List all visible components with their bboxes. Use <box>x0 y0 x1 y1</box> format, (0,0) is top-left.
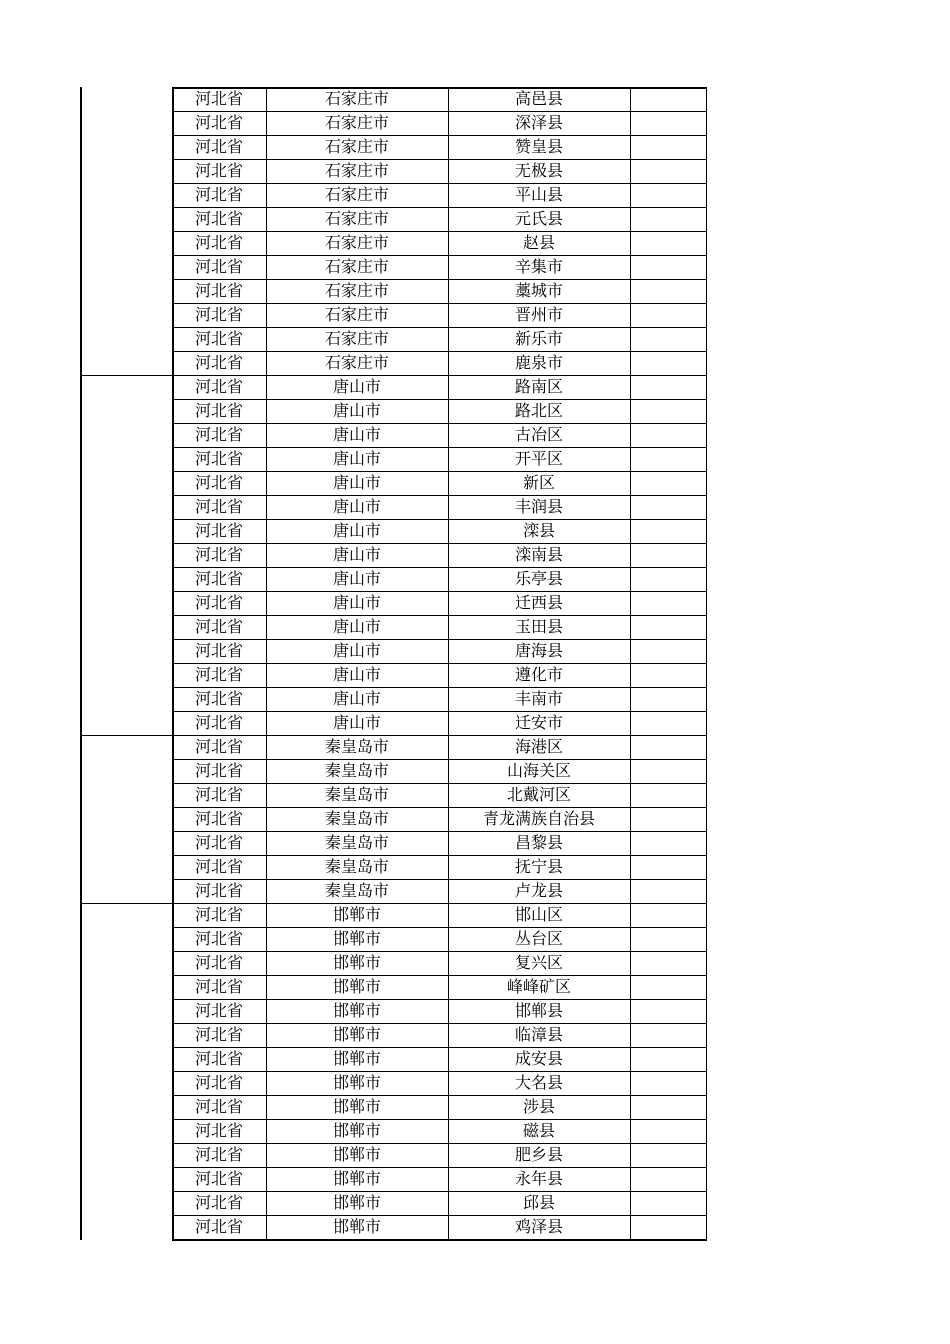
row-border <box>172 303 707 304</box>
table-cell: 河北省 <box>194 881 243 900</box>
table-cell: 河北省 <box>194 185 243 204</box>
table-cell: 河北省 <box>194 521 243 540</box>
table-cell: 肥乡县 <box>514 1145 563 1164</box>
table-cell: 河北省 <box>194 929 243 948</box>
table-cell: 卢龙县 <box>514 881 563 900</box>
table-cell <box>630 903 706 927</box>
table-cell <box>630 303 706 327</box>
table-cell <box>630 111 706 135</box>
column-border <box>630 87 631 1240</box>
table-cell: 河北省 <box>194 233 243 252</box>
table-cell <box>630 879 706 903</box>
table-cell: 邯郸市 <box>332 1025 381 1044</box>
table-cell <box>630 255 706 279</box>
group-border <box>80 903 172 904</box>
table-cell <box>630 135 706 159</box>
table-cell: 河北省 <box>194 953 243 972</box>
table-cell: 峰峰矿区 <box>506 977 571 996</box>
row-border <box>172 279 707 280</box>
row-border <box>172 783 707 784</box>
table-cell: 河北省 <box>194 209 243 228</box>
table-cell: 高邑县 <box>514 89 563 108</box>
table-cell: 永年县 <box>514 1169 563 1188</box>
row-border <box>172 423 707 424</box>
table-cell: 河北省 <box>194 137 243 156</box>
table-cell: 路北区 <box>514 401 563 420</box>
table-cell: 邯郸市 <box>332 953 381 972</box>
table-cell <box>630 375 706 399</box>
table-cell: 新乐市 <box>514 329 563 348</box>
table-cell: 石家庄市 <box>324 329 389 348</box>
table-cell <box>630 975 706 999</box>
table-cell: 河北省 <box>194 809 243 828</box>
row-border <box>172 855 707 856</box>
table-cell: 唐山市 <box>332 449 381 468</box>
table-cell: 平山县 <box>514 185 563 204</box>
row-border <box>172 327 707 328</box>
table-cell: 河北省 <box>194 281 243 300</box>
table-cell: 河北省 <box>194 833 243 852</box>
table-cell: 石家庄市 <box>324 161 389 180</box>
table-cell <box>630 447 706 471</box>
table-cell: 邯郸县 <box>514 1001 563 1020</box>
table-cell: 秦皇岛市 <box>324 857 389 876</box>
table-cell: 河北省 <box>194 305 243 324</box>
row-border <box>172 1047 707 1048</box>
table-cell: 复兴区 <box>514 953 563 972</box>
table-cell: 河北省 <box>194 449 243 468</box>
table-cell: 唐山市 <box>332 401 381 420</box>
table-cell: 石家庄市 <box>324 137 389 156</box>
table-cell: 石家庄市 <box>324 257 389 276</box>
table-cell: 晋州市 <box>514 305 563 324</box>
row-border <box>172 183 707 184</box>
table-cell: 玉田县 <box>514 617 563 636</box>
table-cell: 河北省 <box>194 977 243 996</box>
table-cell: 河北省 <box>194 905 243 924</box>
table-cell: 丰润县 <box>514 497 563 516</box>
row-border <box>172 1023 707 1024</box>
table-cell: 河北省 <box>194 1073 243 1092</box>
table-cell: 唐山市 <box>332 521 381 540</box>
table-cell: 唐山市 <box>332 593 381 612</box>
table-cell: 秦皇岛市 <box>324 761 389 780</box>
table-cell: 秦皇岛市 <box>324 833 389 852</box>
table-cell: 秦皇岛市 <box>324 881 389 900</box>
row-border <box>172 1167 707 1168</box>
table-cell: 唐山市 <box>332 617 381 636</box>
table-cell <box>630 687 706 711</box>
table-cell: 邯郸市 <box>332 1217 381 1236</box>
table-cell <box>630 1215 706 1239</box>
table-cell: 藁城市 <box>514 281 563 300</box>
row-border <box>172 831 707 832</box>
table-cell: 丛台区 <box>514 929 563 948</box>
row-border <box>172 495 707 496</box>
table-cell: 古冶区 <box>514 425 563 444</box>
table-cell: 滦南县 <box>514 545 563 564</box>
table-cell: 青龙满族自治县 <box>482 809 595 828</box>
table-cell: 遵化市 <box>514 665 563 684</box>
table-cell <box>630 615 706 639</box>
table-cell: 邯郸市 <box>332 1073 381 1092</box>
table-cell: 迁安市 <box>514 713 563 732</box>
table-cell: 邯郸市 <box>332 1193 381 1212</box>
table-cell: 成安县 <box>514 1049 563 1068</box>
table-cell: 河北省 <box>194 1121 243 1140</box>
table-cell: 河北省 <box>194 785 243 804</box>
table-cell <box>630 567 706 591</box>
table-cell: 唐山市 <box>332 569 381 588</box>
table-cell: 邯郸市 <box>332 1169 381 1188</box>
table-cell: 邯郸市 <box>332 929 381 948</box>
table-cell: 唐山市 <box>332 425 381 444</box>
row-border <box>172 879 707 880</box>
table-cell <box>630 1095 706 1119</box>
table-cell: 唐山市 <box>332 473 381 492</box>
table-cell: 河北省 <box>194 1145 243 1164</box>
left-region-border <box>80 87 82 1240</box>
table-cell: 赞皇县 <box>514 137 563 156</box>
table-cell: 河北省 <box>194 353 243 372</box>
row-border <box>172 999 707 1000</box>
table-cell: 赵县 <box>522 233 555 252</box>
table-cell: 滦县 <box>522 521 555 540</box>
row-border <box>172 135 707 136</box>
table-cell: 邯郸市 <box>332 1049 381 1068</box>
table-cell: 邯郸市 <box>332 1001 381 1020</box>
table-cell <box>630 87 706 111</box>
table-cell: 无极县 <box>514 161 563 180</box>
table-cell <box>630 927 706 951</box>
table-cell <box>630 207 706 231</box>
table-cell <box>630 279 706 303</box>
table-cell: 河北省 <box>194 1049 243 1068</box>
row-border <box>172 735 707 736</box>
table-cell: 唐山市 <box>332 665 381 684</box>
table-cell: 河北省 <box>194 689 243 708</box>
table-cell: 迁西县 <box>514 593 563 612</box>
group-border <box>80 375 172 376</box>
table-cell: 河北省 <box>194 113 243 132</box>
table-cell <box>630 999 706 1023</box>
row-border <box>172 1239 707 1241</box>
table-cell: 石家庄市 <box>324 185 389 204</box>
table-cell: 河北省 <box>194 425 243 444</box>
table-cell: 河北省 <box>194 377 243 396</box>
table-cell: 河北省 <box>194 161 243 180</box>
table-cell: 河北省 <box>194 737 243 756</box>
table-cell: 开平区 <box>514 449 563 468</box>
table-cell: 唐山市 <box>332 689 381 708</box>
row-border <box>172 159 707 160</box>
table-cell <box>630 663 706 687</box>
table-cell <box>630 471 706 495</box>
row-border <box>172 255 707 256</box>
table-cell: 石家庄市 <box>324 89 389 108</box>
table-cell <box>630 759 706 783</box>
table-cell <box>630 1191 706 1215</box>
column-border <box>448 87 449 1240</box>
row-border <box>172 1071 707 1072</box>
table-cell: 磁县 <box>522 1121 555 1140</box>
table-cell: 河北省 <box>194 1193 243 1212</box>
row-border <box>172 1215 707 1216</box>
table-cell: 唐山市 <box>332 497 381 516</box>
row-border <box>172 591 707 592</box>
table-cell: 河北省 <box>194 665 243 684</box>
table-cell: 河北省 <box>194 1001 243 1020</box>
table-cell: 唐山市 <box>332 713 381 732</box>
row-border <box>172 207 707 208</box>
table-cell: 邯郸市 <box>332 1145 381 1164</box>
table-cell: 邱县 <box>522 1193 555 1212</box>
table-cell <box>630 783 706 807</box>
table-cell: 昌黎县 <box>514 833 563 852</box>
column-border <box>706 87 707 1240</box>
row-border <box>172 447 707 448</box>
table-cell: 河北省 <box>194 713 243 732</box>
row-border <box>172 231 707 232</box>
table-cell: 河北省 <box>194 641 243 660</box>
table-cell: 鹿泉市 <box>514 353 563 372</box>
row-border <box>172 807 707 808</box>
table-cell <box>630 423 706 447</box>
row-border <box>172 711 707 712</box>
table-cell: 河北省 <box>194 857 243 876</box>
column-border <box>266 87 267 1240</box>
table-cell: 河北省 <box>194 1097 243 1116</box>
table-cell: 路南区 <box>514 377 563 396</box>
table-cell: 河北省 <box>194 617 243 636</box>
row-border <box>172 975 707 976</box>
table-cell: 河北省 <box>194 1025 243 1044</box>
table-cell: 石家庄市 <box>324 281 389 300</box>
table-cell <box>630 519 706 543</box>
table-cell: 海港区 <box>514 737 563 756</box>
table-cell: 临漳县 <box>514 1025 563 1044</box>
table-cell <box>630 159 706 183</box>
table-cell: 山海关区 <box>506 761 571 780</box>
row-border <box>172 927 707 928</box>
table-cell <box>630 711 706 735</box>
table-cell <box>630 327 706 351</box>
table-cell <box>630 351 706 375</box>
table-cell <box>630 1047 706 1071</box>
row-border <box>172 519 707 520</box>
table-cell: 唐山市 <box>332 641 381 660</box>
table-cell <box>630 1119 706 1143</box>
table-cell: 石家庄市 <box>324 353 389 372</box>
row-border <box>172 543 707 544</box>
table-cell: 邯郸市 <box>332 1097 381 1116</box>
table-cell <box>630 639 706 663</box>
table-cell: 鸡泽县 <box>514 1217 563 1236</box>
table-cell: 邯郸市 <box>332 1121 381 1140</box>
row-border <box>172 1143 707 1144</box>
table-cell: 唐山市 <box>332 545 381 564</box>
table-cell: 河北省 <box>194 569 243 588</box>
table-cell: 河北省 <box>194 329 243 348</box>
row-border <box>172 399 707 400</box>
table-cell: 涉县 <box>522 1097 555 1116</box>
row-border <box>172 471 707 472</box>
row-border <box>172 111 707 112</box>
table-cell: 河北省 <box>194 89 243 108</box>
table-cell <box>630 1023 706 1047</box>
table-cell: 河北省 <box>194 257 243 276</box>
row-border <box>172 903 707 904</box>
row-border <box>172 663 707 664</box>
row-border <box>172 1095 707 1096</box>
table-cell <box>630 735 706 759</box>
row-border <box>172 87 707 89</box>
table-cell <box>630 1167 706 1191</box>
row-border <box>172 567 707 568</box>
table-cell: 石家庄市 <box>324 209 389 228</box>
table-cell: 河北省 <box>194 1169 243 1188</box>
table-cell <box>630 591 706 615</box>
table-cell: 石家庄市 <box>324 113 389 132</box>
table-cell <box>630 1071 706 1095</box>
table-cell: 邯山区 <box>514 905 563 924</box>
table-cell: 河北省 <box>194 761 243 780</box>
table-cell: 大名县 <box>514 1073 563 1092</box>
table-cell: 河北省 <box>194 1217 243 1236</box>
row-border <box>172 1119 707 1120</box>
group-border <box>80 735 172 736</box>
table-cell: 石家庄市 <box>324 305 389 324</box>
table-cell: 元氏县 <box>514 209 563 228</box>
row-border <box>172 687 707 688</box>
table-cell <box>630 951 706 975</box>
table-cell: 抚宁县 <box>514 857 563 876</box>
table-cell: 新区 <box>522 473 555 492</box>
table-cell <box>630 831 706 855</box>
row-border <box>172 1191 707 1192</box>
table-cell <box>630 399 706 423</box>
table-cell: 河北省 <box>194 545 243 564</box>
table-cell: 河北省 <box>194 593 243 612</box>
table-cell: 河北省 <box>194 497 243 516</box>
table-cell: 深泽县 <box>514 113 563 132</box>
row-border <box>172 759 707 760</box>
table-cell: 北戴河区 <box>506 785 571 804</box>
row-border <box>172 639 707 640</box>
table-cell: 丰南市 <box>514 689 563 708</box>
column-border <box>172 87 174 1240</box>
table-cell: 辛集市 <box>514 257 563 276</box>
table-cell: 邯郸市 <box>332 905 381 924</box>
row-border <box>172 615 707 616</box>
table-cell: 邯郸市 <box>332 977 381 996</box>
table-cell <box>630 183 706 207</box>
table-cell: 秦皇岛市 <box>324 737 389 756</box>
table-cell <box>630 495 706 519</box>
row-border <box>172 351 707 352</box>
row-border <box>172 375 707 376</box>
table-cell: 河北省 <box>194 401 243 420</box>
table-cell: 秦皇岛市 <box>324 809 389 828</box>
table-cell: 石家庄市 <box>324 233 389 252</box>
table-cell: 唐山市 <box>332 377 381 396</box>
table-cell <box>630 543 706 567</box>
table-cell: 河北省 <box>194 473 243 492</box>
table-cell: 唐海县 <box>514 641 563 660</box>
table-cell <box>630 1143 706 1167</box>
table-cell <box>630 855 706 879</box>
table-cell: 乐亭县 <box>514 569 563 588</box>
table-cell: 秦皇岛市 <box>324 785 389 804</box>
row-border <box>172 951 707 952</box>
table-cell <box>630 807 706 831</box>
table-cell <box>630 231 706 255</box>
